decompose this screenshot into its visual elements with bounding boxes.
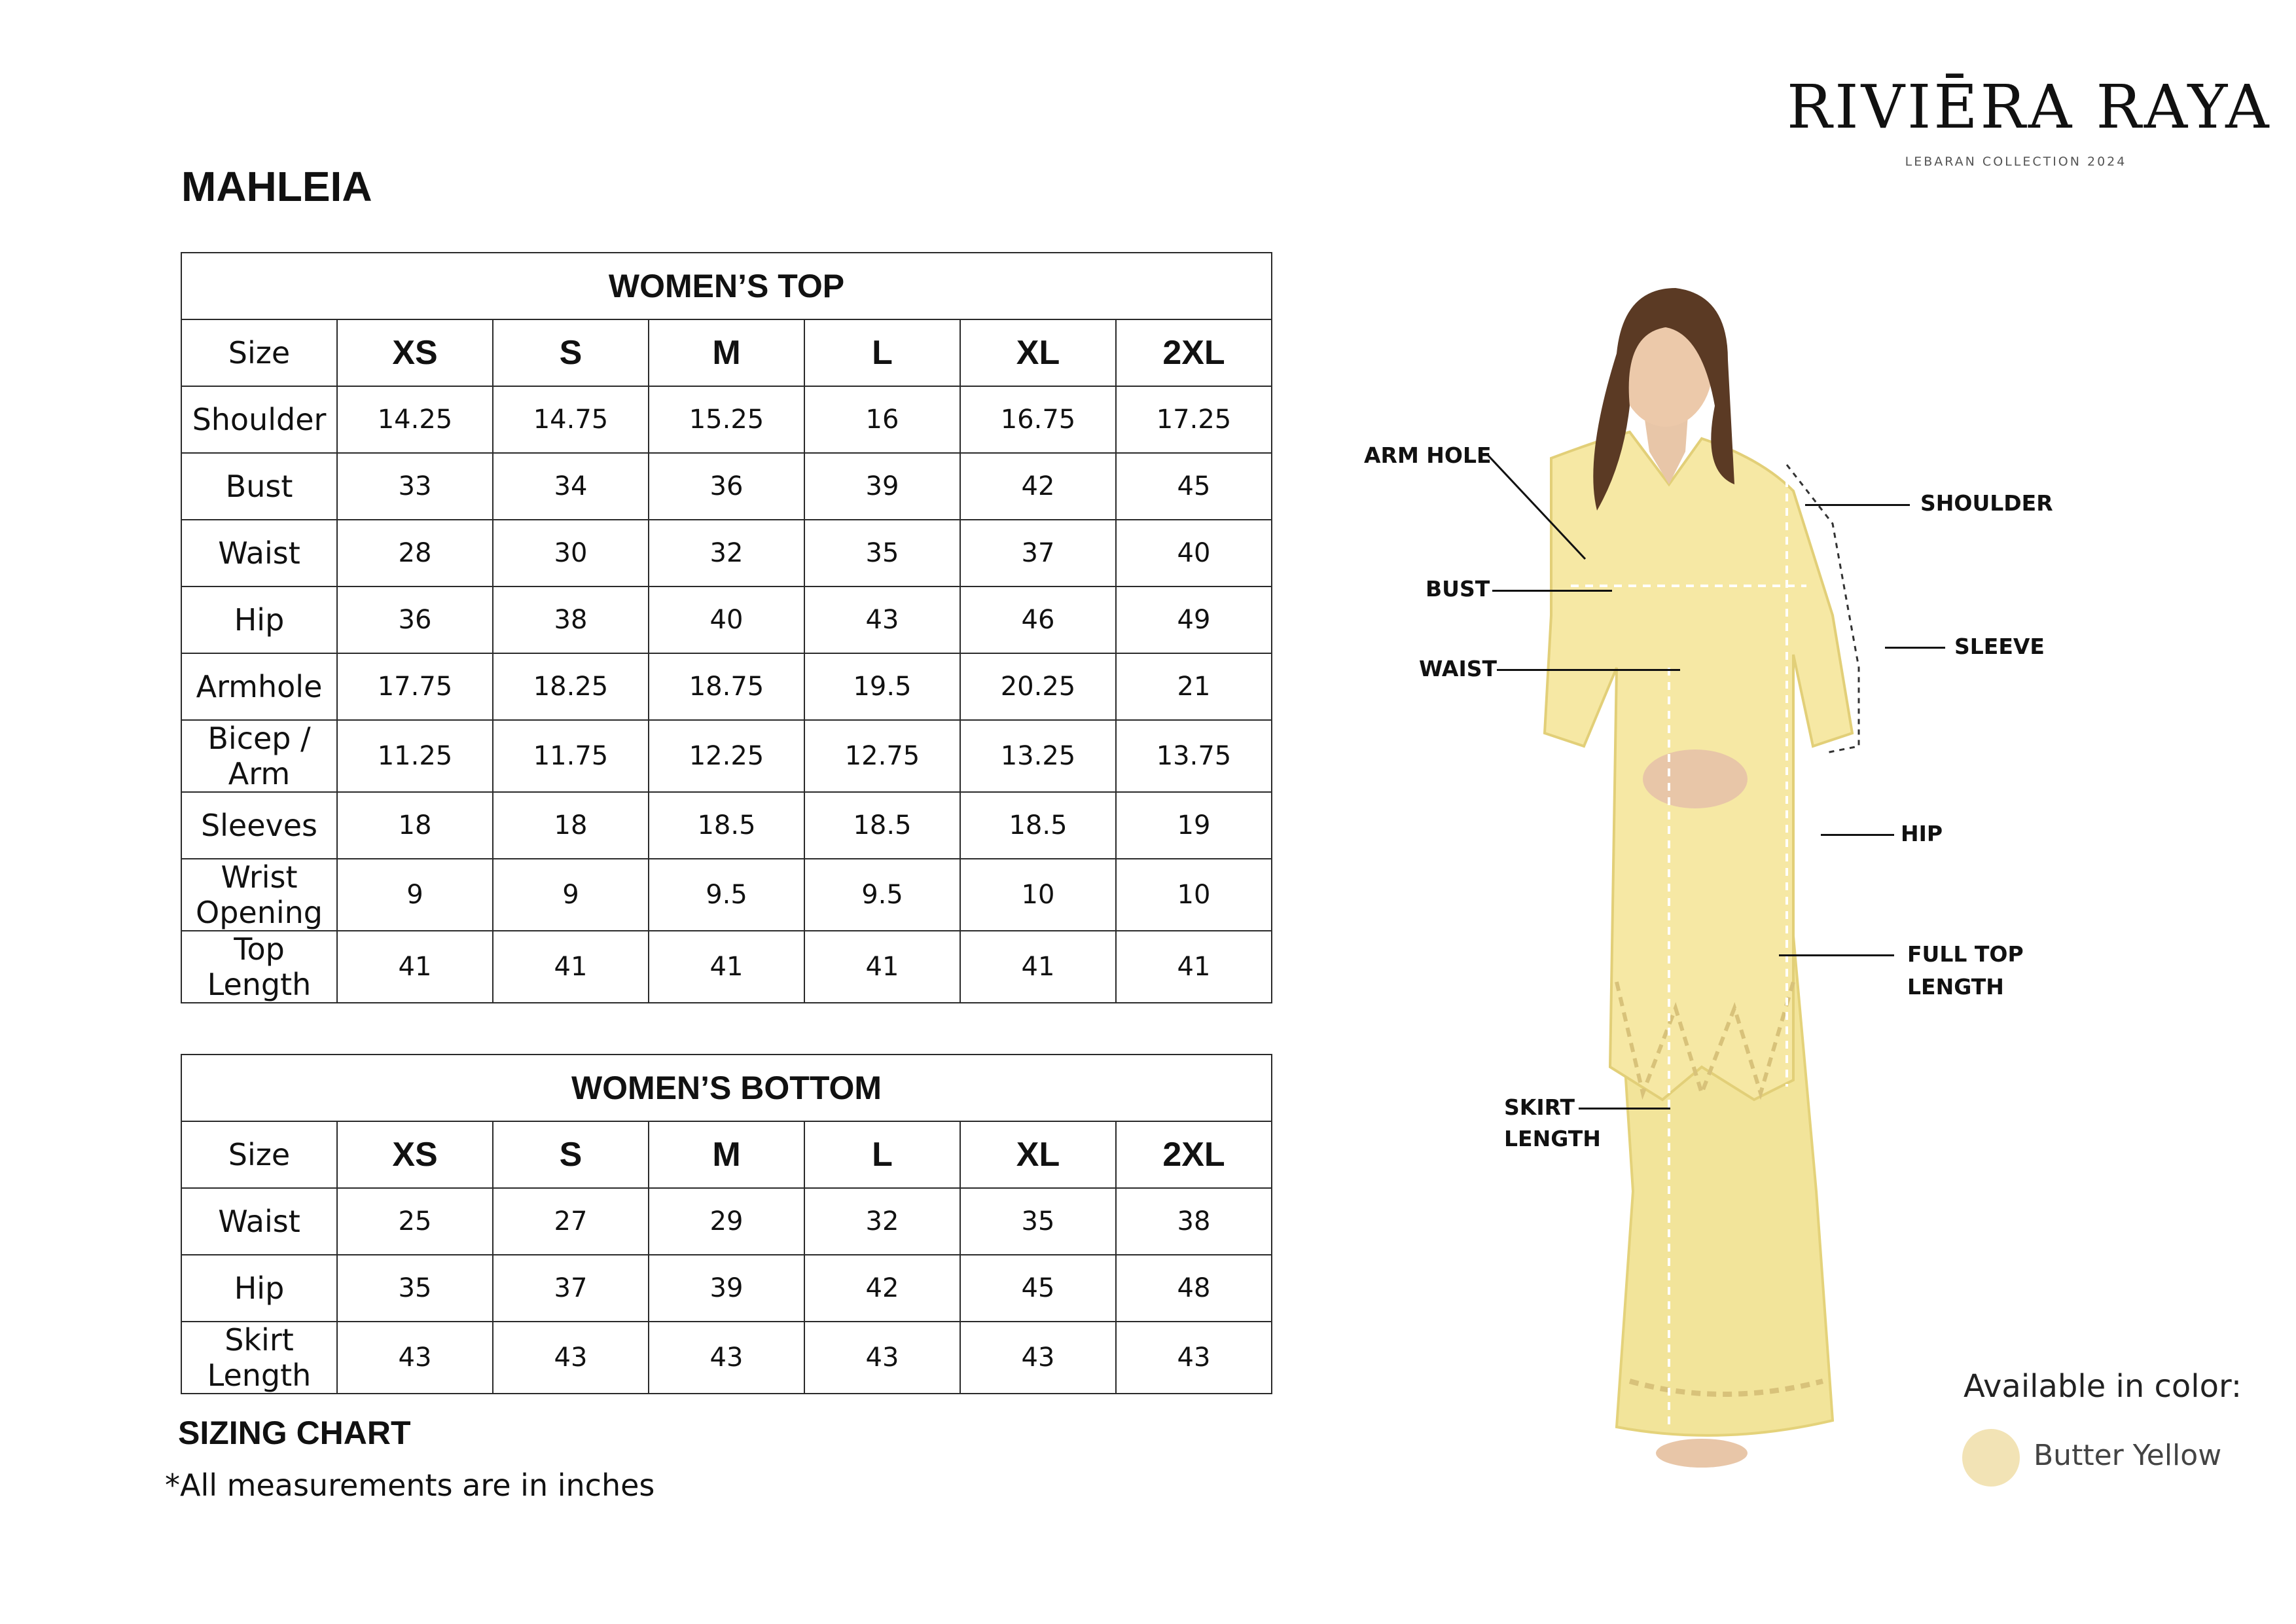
table-cell: 18.75 xyxy=(649,653,804,720)
arm-hole-label: ARM HOLE xyxy=(1364,442,1492,468)
table-cell: 41 xyxy=(1116,931,1272,1003)
size-label: Size xyxy=(181,1121,337,1188)
product-name: MAHLEIA xyxy=(181,163,372,210)
table-cell: 36 xyxy=(337,586,493,653)
table-cell: 39 xyxy=(649,1255,804,1322)
table-cell: 28 xyxy=(337,520,493,586)
table-cell: 14.75 xyxy=(493,386,649,453)
womens-top-table xyxy=(181,252,1272,1003)
table-cell: 16.75 xyxy=(960,386,1116,453)
table-cell: 11.75 xyxy=(493,720,649,792)
row-label: Top Length xyxy=(181,931,337,1003)
skirt-length-label-2: LENGTH xyxy=(1504,1126,1601,1151)
table-cell: 40 xyxy=(649,586,804,653)
size-header: XL xyxy=(960,1121,1116,1188)
table-cell: 40 xyxy=(1116,520,1272,586)
hands-shape xyxy=(1643,749,1748,808)
table-row xyxy=(181,792,1272,859)
table-cell: 43 xyxy=(337,1322,493,1394)
table-cell: 41 xyxy=(493,931,649,1003)
color-name: Butter Yellow xyxy=(2034,1439,2222,1472)
size-header: M xyxy=(649,1121,804,1188)
table-cell: 9 xyxy=(493,859,649,931)
table-row xyxy=(181,720,1272,792)
row-label: Armhole xyxy=(181,653,337,720)
table-cell: 18 xyxy=(337,792,493,859)
table-cell: 46 xyxy=(960,586,1116,653)
table-cell: 18.25 xyxy=(493,653,649,720)
shoulder-label: SHOULDER xyxy=(1920,490,2053,516)
table-cell: 37 xyxy=(493,1255,649,1322)
full-top-length-label-2: LENGTH xyxy=(1907,974,2004,1000)
table-cell: 43 xyxy=(1116,1322,1272,1394)
hip-pointer xyxy=(1821,834,1894,836)
sleeve-pointer xyxy=(1885,647,1945,649)
table-row xyxy=(181,520,1272,586)
table-cell: 17.25 xyxy=(1116,386,1272,453)
size-header: S xyxy=(493,1121,649,1188)
measurement-note: *All measurements are in inches xyxy=(165,1468,655,1503)
table-cell: 18.5 xyxy=(960,792,1116,859)
waist-label: WAIST xyxy=(1419,656,1498,681)
table-row xyxy=(181,1188,1272,1255)
table-cell: 41 xyxy=(804,931,960,1003)
shoulder-pointer xyxy=(1805,504,1910,506)
size-header: XS xyxy=(337,1121,493,1188)
brand-name: RIVIĒRA RAYA xyxy=(1787,72,2272,142)
table-cell: 13.75 xyxy=(1116,720,1272,792)
table-cell: 17.75 xyxy=(337,653,493,720)
table-row xyxy=(181,1255,1272,1322)
table-cell: 13.25 xyxy=(960,720,1116,792)
table-cell: 19 xyxy=(1116,792,1272,859)
bust-label: BUST xyxy=(1426,576,1490,602)
table-cell: 43 xyxy=(649,1322,804,1394)
row-label: Bust xyxy=(181,453,337,520)
row-label: Bicep / Arm xyxy=(181,720,337,792)
table-cell: 9 xyxy=(337,859,493,931)
row-label: Hip xyxy=(181,1255,337,1322)
skirt-length-label-1: SKIRT xyxy=(1504,1094,1575,1120)
row-label: Hip xyxy=(181,586,337,653)
table-cell: 48 xyxy=(1116,1255,1272,1322)
table-cell: 20.25 xyxy=(960,653,1116,720)
table-cell: 43 xyxy=(804,586,960,653)
size-header: 2XL xyxy=(1116,319,1272,386)
arm-hole-pointer xyxy=(1484,452,1589,563)
table-cell: 45 xyxy=(960,1255,1116,1322)
table-title: WOMEN’S TOP xyxy=(181,253,1272,319)
bust-pointer xyxy=(1492,590,1612,592)
table-cell: 11.25 xyxy=(337,720,493,792)
table-cell: 30 xyxy=(493,520,649,586)
sleeve-label: SLEEVE xyxy=(1954,634,2045,659)
size-header: L xyxy=(804,1121,960,1188)
table-cell: 33 xyxy=(337,453,493,520)
table-cell: 14.25 xyxy=(337,386,493,453)
table-row xyxy=(181,931,1272,1003)
table-cell: 35 xyxy=(804,520,960,586)
table-cell: 38 xyxy=(493,586,649,653)
table-cell: 21 xyxy=(1116,653,1272,720)
color-swatch xyxy=(1962,1429,2020,1487)
table-cell: 38 xyxy=(1116,1188,1272,1255)
table-cell: 35 xyxy=(337,1255,493,1322)
collection-name: LEBARAN COLLECTION 2024 xyxy=(1905,154,2127,169)
row-label: Sleeves xyxy=(181,792,337,859)
size-header: M xyxy=(649,319,804,386)
table-cell: 32 xyxy=(649,520,804,586)
table-cell: 34 xyxy=(493,453,649,520)
table-cell: 27 xyxy=(493,1188,649,1255)
size-header: 2XL xyxy=(1116,1121,1272,1188)
full-top-length-pointer xyxy=(1779,954,1894,956)
table-cell: 9.5 xyxy=(804,859,960,931)
hip-label: HIP xyxy=(1901,821,1943,846)
table-cell: 18.5 xyxy=(804,792,960,859)
womens-bottom-table xyxy=(181,1054,1272,1394)
table-cell: 36 xyxy=(649,453,804,520)
table-cell: 41 xyxy=(337,931,493,1003)
table-cell: 41 xyxy=(649,931,804,1003)
row-label: Waist xyxy=(181,1188,337,1255)
table-row xyxy=(181,386,1272,453)
waist-pointer xyxy=(1497,669,1680,671)
table-cell: 41 xyxy=(960,931,1116,1003)
brand-logo xyxy=(1787,72,2272,169)
feet-shape xyxy=(1656,1439,1748,1468)
size-header: S xyxy=(493,319,649,386)
table-cell: 18.5 xyxy=(649,792,804,859)
table-cell: 10 xyxy=(1116,859,1272,931)
row-label: Waist xyxy=(181,520,337,586)
table-cell: 45 xyxy=(1116,453,1272,520)
table-row xyxy=(181,586,1272,653)
table-title: WOMEN’S BOTTOM xyxy=(181,1055,1272,1121)
table-cell: 29 xyxy=(649,1188,804,1255)
table-cell: 19.5 xyxy=(804,653,960,720)
table-cell: 43 xyxy=(804,1322,960,1394)
size-header-row xyxy=(181,1121,1272,1188)
table-cell: 39 xyxy=(804,453,960,520)
table-cell: 37 xyxy=(960,520,1116,586)
size-header: XL xyxy=(960,319,1116,386)
table-cell: 35 xyxy=(960,1188,1116,1255)
table-row xyxy=(181,1322,1272,1394)
size-header-row xyxy=(181,319,1272,386)
full-top-length-label-1: FULL TOP xyxy=(1907,941,2024,967)
available-colors-title: Available in color: xyxy=(1964,1368,2242,1405)
table-cell: 16 xyxy=(804,386,960,453)
skirt-length-pointer xyxy=(1579,1108,1670,1110)
table-cell: 10 xyxy=(960,859,1116,931)
table-cell: 32 xyxy=(804,1188,960,1255)
table-row xyxy=(181,859,1272,931)
row-label: Wrist Opening xyxy=(181,859,337,931)
table-row xyxy=(181,453,1272,520)
table-cell: 25 xyxy=(337,1188,493,1255)
table-row xyxy=(181,653,1272,720)
table-cell: 15.25 xyxy=(649,386,804,453)
table-cell: 42 xyxy=(804,1255,960,1322)
row-label: Skirt Length xyxy=(181,1322,337,1394)
table-cell: 9.5 xyxy=(649,859,804,931)
size-header: L xyxy=(804,319,960,386)
table-cell: 12.25 xyxy=(649,720,804,792)
table-cell: 49 xyxy=(1116,586,1272,653)
sizing-chart-title: SIZING CHART xyxy=(178,1415,411,1451)
row-label: Shoulder xyxy=(181,386,337,453)
size-label: Size xyxy=(181,319,337,386)
table-cell: 43 xyxy=(960,1322,1116,1394)
table-cell: 18 xyxy=(493,792,649,859)
table-cell: 43 xyxy=(493,1322,649,1394)
table-cell: 12.75 xyxy=(804,720,960,792)
table-cell: 42 xyxy=(960,453,1116,520)
size-header: XS xyxy=(337,319,493,386)
